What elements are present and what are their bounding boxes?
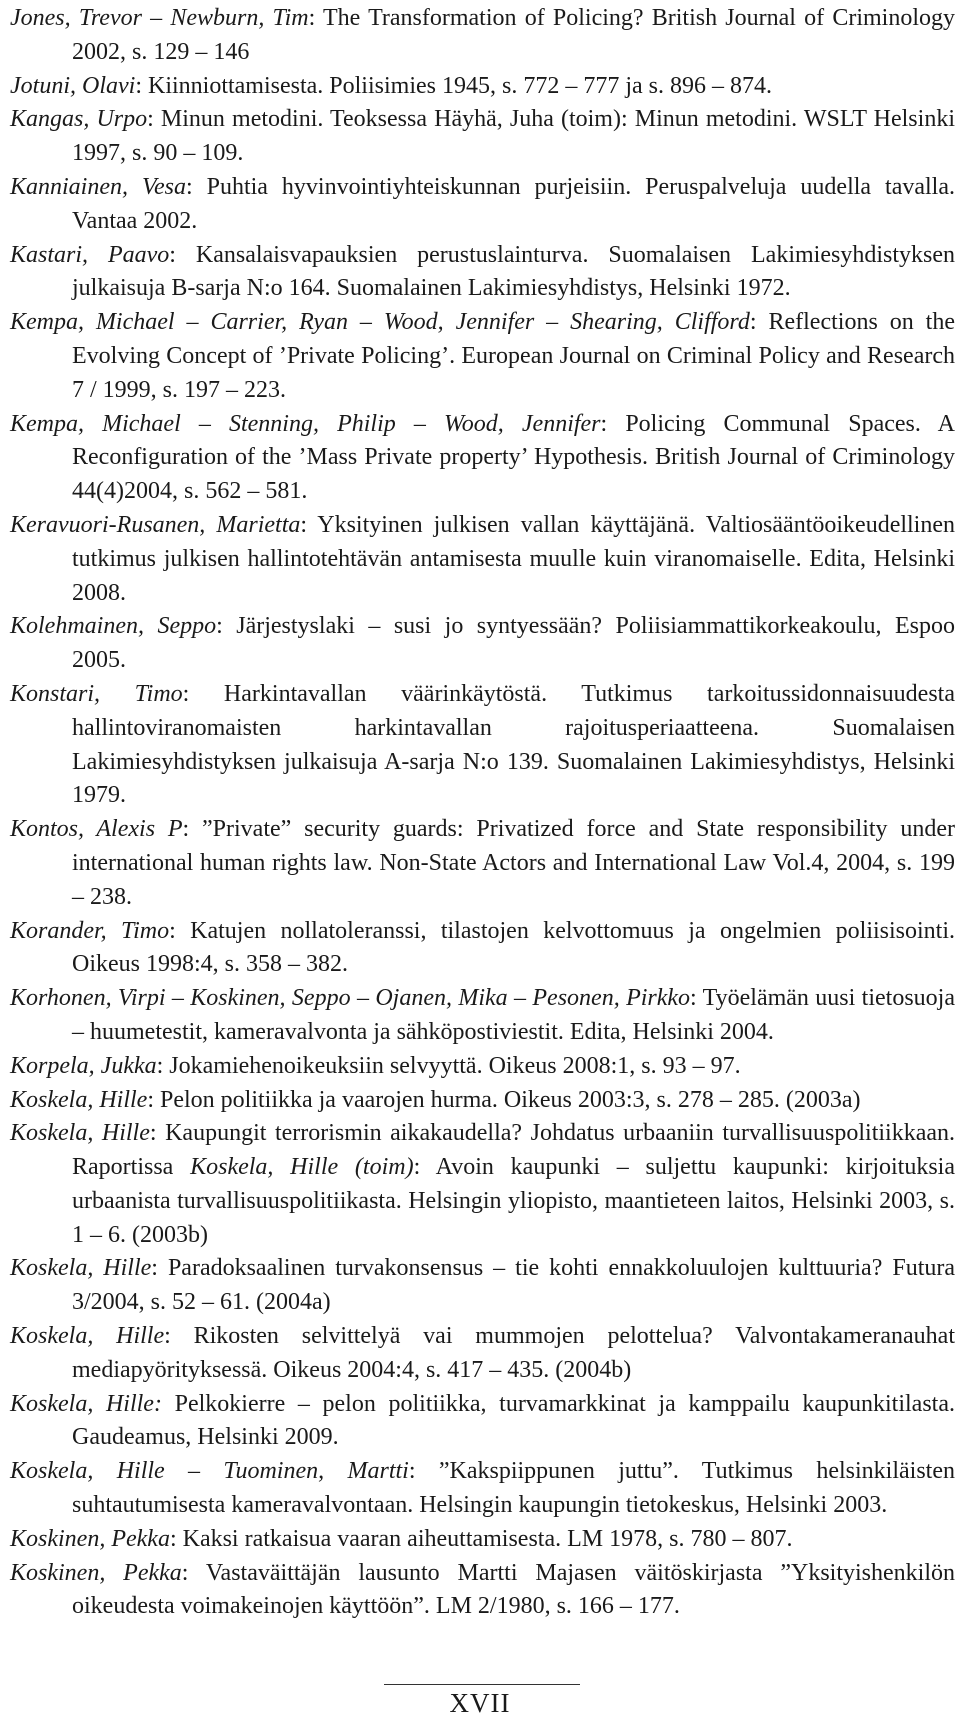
- entry-author: Koskela, Hille – Tuominen, Martti: [10, 1458, 409, 1485]
- bibliography-entry: [10, 678, 955, 813]
- entry-text: : Kaksi ratkaisua vaaran aiheuttamisesta. LM 1978, s. 780 – 807.: [169, 1525, 793, 1552]
- bibliography-entry: [10, 70, 955, 104]
- entry-author: Kontos, Alexis P: [10, 816, 183, 843]
- bibliography-entry: [10, 610, 955, 678]
- entry-author: Jones, Trevor – Newburn, Tim: [10, 5, 309, 31]
- entry-text: : ”Kakspiippunen juttu”. Tutkimus helsinkiläisten suhtautumisesta kameravalvontaan. Helsingin kaupungin tietokeskus, Helsinki 2003.: [72, 1458, 955, 1519]
- page-number: XVII: [449, 1688, 511, 1718]
- entry-text: : The Transformation of Policing? British Journal of Criminology 2002, s. 129 – 146: [72, 5, 955, 65]
- entry-author: Koskinen, Pekka: [10, 1559, 182, 1586]
- footer-rule: [384, 1684, 580, 1685]
- entry-author: Kastari, Paavo: [10, 241, 170, 268]
- entry-text: : ”Private” security guards: Privatized force and State responsibility under international human rights law. Non-State Actors and International Law Vol.4, 2004, s. 199 – 238.: [72, 816, 955, 910]
- bibliography-entry: [10, 982, 955, 1050]
- entry-author: Korpela, Jukka: [10, 1052, 157, 1079]
- entry-author: Koskela, Hille: [10, 1323, 165, 1350]
- entry-text: : Kansalaisvapauksien perustuslainturva. Suomalaisen Lakimiesyhdistyksen julkaisuja B-sarja N:o 164. Suomalainen Lakimiesyhdistys, Helsinki 1972.: [72, 241, 955, 302]
- entry-author: Korander, Timo: [10, 917, 170, 944]
- bibliography-entry: [10, 306, 955, 407]
- bibliography-entry: [10, 171, 955, 239]
- entry-text: : Harkintavallan väärinkäytöstä. Tutkimus tarkoitussidonnaisuudesta hallintoviranomaisten harkintavallan rajoitusperiaatteena. Suomalaisen Lakimiesyhdistyksen julkaisuja A-sarja N:o 139. Suomalainen Lakimiesyhdistys, Helsinki 1979.: [72, 680, 955, 809]
- bibliography-entry: [10, 1455, 955, 1523]
- entry-author: Koskela, Hille (toim): [190, 1154, 414, 1181]
- bibliography-list: [10, 2, 955, 1624]
- entry-author: Kolehmainen, Seppo: [10, 613, 217, 640]
- entry-author: Konstari, Timo: [10, 680, 183, 707]
- entry-author: Koskinen, Pekka: [10, 1525, 170, 1552]
- entry-text: : Katujen nollatoleranssi, tilastojen kelvottomuus ja ongelmien poliisisointi. Oikeus 1998:4, s. 358 – 382.: [72, 917, 956, 978]
- entry-text: : Vastaväittäjän lausunto Martti Majasen väitöskirjasta ”Yksityishenkilön oikeudesta voimakeinojen käyttöön”. LM 2/1980, s. 166 – 177.: [72, 1559, 956, 1620]
- entry-text: : Pelon politiikka ja vaarojen hurma. Oikeus 2003:3, s. 278 – 285. (2003a): [147, 1086, 861, 1113]
- entry-text: : Järjestyslaki – susi jo syntyessään? Poliisiammattikorkeakoulu, Espoo 2005.: [72, 613, 955, 674]
- entry-author: Kanniainen, Vesa: [10, 173, 186, 200]
- bibliography-entry: [10, 408, 955, 509]
- entry-text: : Paradoksaalinen turvakonsensus – tie kohti ennakkoluulojen kulttuuria? Futura 3/2004, s. 52 – 61. (2004a): [72, 1255, 956, 1316]
- bibliography-entry: [10, 1557, 955, 1625]
- bibliography-entry: [10, 1388, 955, 1456]
- entry-author: Koskela, Hille: [10, 1255, 152, 1282]
- bibliography-entry: [10, 915, 955, 983]
- entry-text: : Puhtia hyvinvointiyhteiskunnan purjeisiin. Peruspalveluja uudella tavalla. Vantaa 2002.: [72, 173, 955, 234]
- entry-author: Koskela, Hille: [10, 1120, 150, 1147]
- bibliography-entry: [10, 1084, 955, 1118]
- bibliography-entry: [10, 239, 955, 307]
- entry-author: Keravuori-Rusanen, Marietta: [10, 511, 301, 538]
- entry-text: : Rikosten selvittelyä vai mummojen pelottelua? Valvontakameranauhat mediapyörityksessä. Oikeus 2004:4, s. 417 – 435. (2004b): [72, 1323, 955, 1383]
- entry-text: : Työelämän uusi tietosuoja – huumetestit, kameravalvonta ja sähköpostiviestit. Edita, Helsinki 2004.: [72, 985, 955, 1045]
- entry-author: Kempa, Michael – Stenning, Philip – Wood, Jennifer: [10, 410, 601, 437]
- entry-text: : Kaupungit terrorismin aikakaudella? Johdatus urbaaniin turvallisuuspolitiikkaan. Raportissa: [72, 1120, 956, 1181]
- entry-author: Kempa, Michael – Carrier, Ryan – Wood, Jennifer – Shearing, Clifford: [10, 309, 750, 336]
- bibliography-entry: [10, 509, 955, 610]
- bibliography-entry: [10, 2, 955, 70]
- bibliography-entry: [10, 1320, 955, 1388]
- bibliography-entry: [10, 103, 955, 171]
- entry-author: Jotuni, Olavi: [10, 72, 136, 99]
- bibliography-entry: [10, 1252, 955, 1320]
- entry-text: : Kiinniottamisesta. Poliisimies 1945, s. 772 – 777 ja s. 896 – 874.: [135, 72, 772, 99]
- bibliography-entry: [10, 1050, 955, 1084]
- entry-author: Koskela, Hille:: [10, 1390, 162, 1417]
- entry-text: Pelkokierre – pelon politiikka, turvamarkkinat ja kamppailu kaupunkitilasta. Gaudeamus, Helsinki 2009.: [72, 1390, 955, 1451]
- bibliography-entry: [10, 813, 955, 914]
- entry-author: Kangas, Urpo: [10, 106, 148, 133]
- entry-author: Korhonen, Virpi – Koskinen, Seppo – Ojanen, Mika – Pesonen, Pirkko: [10, 985, 691, 1012]
- bibliography-entry: [10, 1523, 955, 1557]
- entry-text: : Jokamiehenoikeuksiin selvyyttä. Oikeus 2008:1, s. 93 – 97.: [156, 1052, 741, 1079]
- entry-text: : Reflections on the Evolving Concept of ’Private Policing’. European Journal on Criminal Policy and Research 7 / 1999, s. 197 – 223.: [72, 309, 956, 403]
- bibliography-entry: [10, 1117, 955, 1252]
- entry-text: : Policing Communal Spaces. A Reconfiguration of the ’Mass Private property’ Hypothesis. British Journal of Criminology 44(4)2004, s. 562 – 581.: [72, 410, 955, 505]
- entry-text: : Yksityinen julkisen vallan käyttäjänä. Valtiosääntöoikeudellinen tutkimus julkisen hallintotehtävän antamisesta muulle kuin viranomaiselle. Edita, Helsinki 2008.: [72, 511, 955, 606]
- entry-text: : Minun metodini. Teoksessa Häyhä, Juha (toim): Minun metodini. WSLT Helsinki 1997, s. 90 – 109.: [72, 106, 955, 167]
- entry-author: Koskela, Hille: [10, 1086, 148, 1113]
- entry-text: : Avoin kaupunki – suljettu kaupunki: kirjoituksia urbaanista turvallisuuspolitiikasta. Helsingin yliopisto, maantieteen laitos, Helsinki 2003, s. 1 – 6. (2003b): [72, 1154, 955, 1248]
